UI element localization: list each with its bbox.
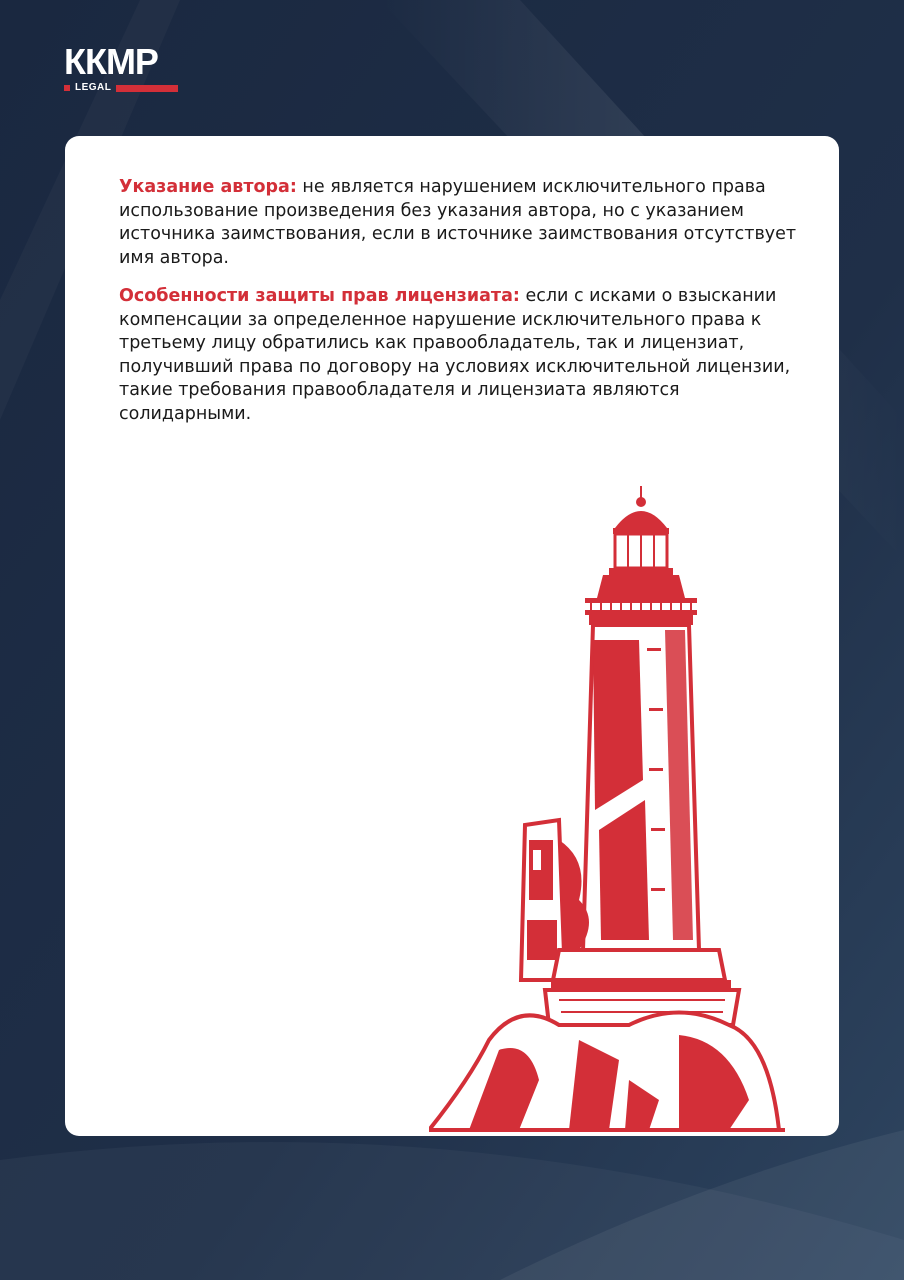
paragraph-heading: Указание автора: <box>119 177 297 197</box>
logo-square-icon <box>64 85 70 91</box>
paragraph-body: если с исками о взыскании компенсации за определенное нарушение исключительного права к третьему лицу обратились как правообладатель, так и лицензиат, получивший права по договору на условиях исключительной лицензии, такие требования правообладателя и лицензиата являются солидарными. <box>119 286 791 424</box>
paragraph-body: не является нарушением исключительного права использование произведения без указания автора, но с указанием источника заимствования, если в источнике заимствования отсутствует имя автора. <box>119 177 797 268</box>
paragraph-heading: Особенности защиты прав лицензиата: <box>119 286 520 306</box>
logo-wordmark: ККМР <box>64 41 158 82</box>
content-card <box>65 136 839 1136</box>
paragraph-author <box>119 176 799 270</box>
company-logo <box>64 42 180 96</box>
article-text <box>119 176 799 441</box>
paragraph-licensee <box>119 285 799 426</box>
logo-subtitle: LEGAL <box>75 82 112 93</box>
lighthouse-illustration <box>429 480 789 1136</box>
logo-accent-bar <box>116 85 178 92</box>
